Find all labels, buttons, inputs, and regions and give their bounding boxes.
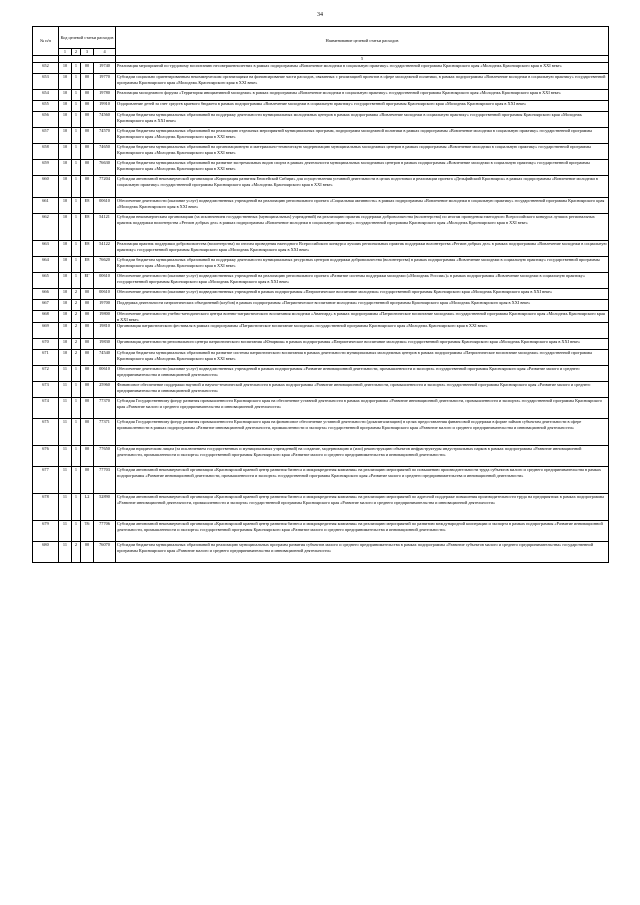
code-part-1: 11 [59,494,72,521]
expense-name: Субсидии бюджетам муниципальных образований на поддержку деятельности муниципальных молодежных центров в рамках подпрограммы «Вовлечение молодежи в социальную практику» государственной программы Красноярского края «Молодежь Красноярского края в XXI веке» [116,112,609,128]
expense-name: Субсидия Государственному фонду развития промышленности Красноярского края на финансовое обеспечение уставной деятельности (докапитализацию) в целях предоставления финансовой поддержки в форме займов субъектам деятельности в сфере промышленности в рамках подпрограммы «Развитие инновационной деятельности, промышленности и экспорта» государственной программы Красноярского края «Развитие малого и среднего предпринимательства и инновационной деятельности» [116,419,609,446]
code-part-1: 11 [59,542,72,563]
header-index: 4 [94,49,116,56]
code-part-4: 00610 [94,289,116,300]
code-part-4: 54122 [94,241,116,257]
code-part-4: 19810 [94,323,116,339]
table-row [33,128,609,144]
expense-name: Субсидии юридическим лицам (за исключением государственных и муниципальных учреждений) на создание, модернизацию и (или) реконструкцию объектов инфраструктуры индустриальных парков в рамках подпрограммы «Развитие инновационной деятельности, промышленности и экспорта» государственной программы Красноярского края «Развитие малого и среднего предпринимательства и инновационной деятельности» [116,446,609,467]
table-row [33,214,609,241]
code-part-1: 10 [59,273,72,289]
row-number: 657 [33,128,59,144]
expense-name: Субсидии бюджетам муниципальных образований на реализацию отдельных мероприятий муниципальных программ, подпрограмм молодежной политики в рамках подпрограммы «Вовлечение молодежи в социальную практику» государственной программы Красноярского края «Молодежь Красноярского края в XXI веке» [116,128,609,144]
row-number: 680 [33,542,59,563]
row-number: 673 [33,382,59,398]
code-part-3: 00 [81,350,94,366]
code-part-2: 1 [72,494,81,521]
row-number: 665 [33,273,59,289]
code-part-4: 74560 [94,112,116,128]
table-row [33,90,609,101]
expense-name: Реализация практик поддержки добровольчества (волонтерства) по итогам проведения ежегодного Всероссийского конкурса лучших региональных практик поддержки волонтерства «Регион добрых дел» в рамках подпрограммы «Вовлечение молодежи в социальную практику» государственной программы Красноярского края «Молодежь Красноярского края в XXI веке» [116,241,609,257]
code-part-2: 2 [72,339,81,350]
code-part-3: 00 [81,144,94,160]
code-part-4: 77706 [94,521,116,542]
row-number: 659 [33,160,59,176]
code-part-4: 77371 [94,419,116,446]
code-part-2: 2 [72,323,81,339]
code-part-4: 19780 [94,90,116,101]
code-part-2: 2 [72,542,81,563]
table-row [33,257,609,273]
code-part-2: 1 [72,101,81,112]
code-part-1: 10 [59,257,72,273]
table-header-row [33,27,609,49]
row-number: 666 [33,289,59,300]
code-part-4: 19740 [94,63,116,74]
code-part-4: 76630 [94,160,116,176]
code-part-1: 10 [59,160,72,176]
code-part-4: 52890 [94,494,116,521]
code-part-3: 00 [81,339,94,350]
code-part-1: 10 [59,128,72,144]
table-row [33,419,609,446]
code-part-2: 1 [72,198,81,214]
table-row [33,300,609,311]
code-part-3: 00 [81,300,94,311]
code-part-1: 10 [59,350,72,366]
table-row [33,350,609,366]
row-number: 679 [33,521,59,542]
code-part-3: L2 [81,494,94,521]
code-part-1: 10 [59,214,72,241]
code-part-2: 1 [72,419,81,446]
code-part-4: 74650 [94,144,116,160]
code-part-2: 1 [72,74,81,90]
table-row [33,289,609,300]
code-part-2: 1 [72,63,81,74]
code-part-4: 77650 [94,446,116,467]
table-row [33,494,609,521]
header-index [33,56,59,63]
row-number: 660 [33,176,59,198]
code-part-1: 11 [59,419,72,446]
code-part-3: 00 [81,289,94,300]
code-part-4: 74570 [94,128,116,144]
code-part-1: 10 [59,63,72,74]
code-part-3: 00 [81,366,94,382]
code-part-3: 00 [81,112,94,128]
code-part-2: 2 [72,289,81,300]
expense-name: Обеспечение деятельности учебно-методического центра военно-патриотического воспитания молодежи «Авангард» в рамках подпрограммы «Патриотическое воспитание молодежи» государственной программы Красноярского края «Молодежь Красноярского края в XXI веке» [116,311,609,323]
code-part-3: 00 [81,128,94,144]
code-part-1: 10 [59,176,72,198]
code-part-1: 10 [59,112,72,128]
row-number: 675 [33,419,59,446]
table-index-row [33,56,609,63]
code-part-4: 19800 [94,311,116,323]
table-row [33,198,609,214]
row-number: 654 [33,90,59,101]
expense-name: Обеспечение деятельности (оказание услуг) подведомственных учреждений в рамках подпрограммы «Развитие инновационной деятельности, промышленности и экспорта» государственной программы Красноярского края «Развитие малого и среднего предпринимательства и инновационной деятельности» [116,366,609,382]
expense-name: Субсидии бюджетам муниципальных образований на организационную и материально-техническую модернизацию муниципальных молодежных центров в рамках подпрограммы «Вовлечение молодежи в социальную практику» государственной программы Красноярского края «Молодежь Красноярского края в XXI веке» [116,144,609,160]
table-row [33,101,609,112]
table-body [33,63,609,563]
code-part-1: 11 [59,398,72,419]
code-part-1: 10 [59,311,72,323]
code-part-2: 1 [72,90,81,101]
code-part-4: 76620 [94,257,116,273]
header-code-group: Код целевой статьи расходов [59,27,116,49]
table-row [33,446,609,467]
table-row [33,339,609,350]
code-part-2: 1 [72,366,81,382]
expense-name: Реализация молодежного форума «Территория инициативной молодежи» в рамках подпрограммы «Вовлечение молодежи в социальную практику» государственной программы Красноярского края «Молодежь Красноярского края в XXI веке» [116,90,609,101]
row-number: 658 [33,144,59,160]
code-part-4: 77703 [94,467,116,494]
code-part-1: 10 [59,323,72,339]
row-number: 668 [33,311,59,323]
expense-name: Обеспечение деятельности (оказание услуг) подведомственных учреждений на реализацию регионального проекта «Социальная активность» в рамках подпрограммы «Вовлечение молодежи в социальную практику» государственной программы Красноярского края «Молодежь Красноярского края в XXI веке» [116,198,609,214]
header-name: Наименование целевой статьи расходов [116,27,609,56]
row-number: 674 [33,398,59,419]
expense-name: Организация патриотического фестиваля в рамках подпрограммы «Патриотическое воспитание молодежи» государственной программы Красноярского края «Молодежь Красноярского края в XXI веке» [116,323,609,339]
code-part-2: 1 [72,521,81,542]
code-part-4: 74540 [94,350,116,366]
code-part-2: 1 [72,257,81,273]
table-row [33,241,609,257]
code-part-3: 00 [81,74,94,90]
code-part-1: 10 [59,339,72,350]
code-part-1: 11 [59,446,72,467]
code-part-2: 2 [72,311,81,323]
code-part-1: 10 [59,144,72,160]
row-number: 669 [33,323,59,339]
expense-name: Реализация мероприятий по трудовому воспитанию несовершеннолетних в рамках подпрограммы «Вовлечение молодежи в социальную практику» государственной программы Красноярского края «Молодежь Красноярского края в XXI веке» [116,63,609,74]
code-part-4: 00610 [94,198,116,214]
expense-name: Субсидии автономной некоммерческой организации «Красноярский краевой центр развития бизнеса и микрокредитная компания» на реализацию мероприятий по развитию международной кооперации и экспорта в рамках подпрограммы «Развитие инновационной деятельности, промышленности и экспорта» государственной программы Красноярского края «Развитие малого и среднего предпринимательства и инновационной деятельности» [116,521,609,542]
code-part-4: 19770 [94,74,116,90]
code-part-2: 1 [72,398,81,419]
table-row [33,144,609,160]
code-part-4: 25960 [94,382,116,398]
table-row [33,74,609,90]
table-row [33,398,609,419]
header-index [59,56,116,63]
code-part-3: 00 [81,446,94,467]
code-part-1: 10 [59,241,72,257]
expense-name: Поддержка деятельности патриотических объединений (клубов) в рамках подпрограммы «Патриотическое воспитание молодежи» государственной программы Красноярского края «Молодежь Красноярского края в XXI веке» [116,300,609,311]
code-part-1: 10 [59,74,72,90]
code-part-1: 11 [59,366,72,382]
row-number: 667 [33,300,59,311]
code-part-1: 11 [59,467,72,494]
code-part-4: 54121 [94,214,116,241]
code-part-2: 1 [72,144,81,160]
expense-name: Субсидии некоммерческим организациям (за исключением государственных (муниципальных) учреждений) на реализацию практик поддержки добровольчества (волонтерства) по итогам проведения ежегодного Всероссийского конкурса лучших региональных практик поддержки волонтерства «Регион добрых дел» в рамках подпрограммы «Вовлечение молодежи в социальную практику» государственной программы Красноярского края «Молодежь Красноярского края в XXI веке» [116,214,609,241]
row-number: 664 [33,257,59,273]
code-part-4: 00610 [94,366,116,382]
row-number: 676 [33,446,59,467]
table-row [33,366,609,382]
code-part-1: 10 [59,90,72,101]
code-part-3: E8 [81,214,94,241]
code-part-4: 19910 [94,101,116,112]
budget-table [32,26,609,563]
table-row [33,323,609,339]
code-part-2: 1 [72,467,81,494]
code-part-4: 77370 [94,398,116,419]
row-number: 663 [33,241,59,257]
code-part-2: 1 [72,273,81,289]
code-part-2: 2 [72,300,81,311]
code-part-3: 00 [81,63,94,74]
row-number: 652 [33,63,59,74]
code-part-3: E8 [81,198,94,214]
code-part-4: 77204 [94,176,116,198]
row-number: 672 [33,366,59,382]
expense-name: Обеспечение деятельности (оказание услуг) подведомственных учреждений на реализацию регионального проекта «Развитие системы поддержки молодежи («Молодежь России»)» в рамках подпрограммы «Вовлечение молодежи в социальную практику» государственной программы Красноярского края «Молодежь Красноярского края в XXI веке» [116,273,609,289]
table-row [33,521,609,542]
code-part-1: 10 [59,300,72,311]
expense-name: Субсидии бюджетам муниципальных образований на поддержку деятельности муниципальных ресурсных центров поддержки добровольчества (волонтерства) в рамках подпрограммы «Вовлечение молодежи в социальную практику» государственной программы Красноярского края «Молодежь Красноярского края в XXI веке» [116,257,609,273]
row-number: 661 [33,198,59,214]
code-part-3: 00 [81,101,94,112]
code-part-3: 00 [81,419,94,446]
code-part-2: 2 [72,350,81,366]
code-part-2: 1 [72,128,81,144]
code-part-2: 1 [72,176,81,198]
row-number: 670 [33,339,59,350]
code-part-3: E8 [81,241,94,257]
table-row [33,311,609,323]
code-part-4: 76070 [94,542,116,563]
code-part-2: 1 [72,241,81,257]
code-part-3: 00 [81,311,94,323]
code-part-3: 00 [81,542,94,563]
code-part-3: 00 [81,382,94,398]
expense-name: Субсидии бюджетам муниципальных образований на развитие экстремальных видов спорта в рамках деятельности муниципальных молодежных центров в рамках подпрограммы «Вовлечение молодежи в социальную практику» государственной программы Красноярского края «Молодежь Красноярского края в XXI веке» [116,160,609,176]
code-part-3: 00 [81,398,94,419]
code-part-2: 1 [72,214,81,241]
table-row [33,112,609,128]
code-part-3: E8 [81,257,94,273]
row-number: 653 [33,74,59,90]
code-part-4: 19830 [94,339,116,350]
expense-name: Субсидии социально ориентированным некоммерческим организациям на финансирование части расходов, связанных с реализацией проектов в сфере молодежной политики, в рамках подпрограммы «Вовлечение молодежи в социальную практику» государственной программы Красноярского края «Молодежь Красноярского края в XXI веке» [116,74,609,90]
table-row [33,176,609,198]
code-part-1: 11 [59,382,72,398]
table-row [33,542,609,563]
header-index: 3 [81,49,94,56]
code-part-3: 00 [81,323,94,339]
code-part-2: 1 [72,382,81,398]
code-part-1: 10 [59,289,72,300]
row-number: 662 [33,214,59,241]
expense-name: Субсидии бюджетам муниципальных образований на развитие системы патриотического воспитания в рамках деятельности муниципальных молодежных центров в рамках подпрограммы «Патриотическое воспитание молодежи» государственной программы Красноярского края «Молодежь Красноярского края в XXI веке» [116,350,609,366]
row-number: 655 [33,101,59,112]
expense-name: Субсидии автономной некоммерческой организации «Красноярский краевой центр развития бизнеса и микрокредитная компания» на реализацию мероприятий по повышению производительности труда субъектов малого и среднего предпринимательства в рамках подпрограммы «Развитие инновационной деятельности, промышленности и экспорта» государственной программы Красноярского края «Развитие малого и среднего предпринимательства и инновационной деятельности» [116,467,609,494]
row-number: 656 [33,112,59,128]
code-part-3: 00 [81,176,94,198]
expense-name: Организация деятельности регионального центра патриотического воспитания «Юнармия» в рамках подпрограммы «Патриотическое воспитание молодежи» государственной программы Красноярского края «Молодежь Красноярского края в XXI веке» [116,339,609,350]
expense-name: Субсидии автономной некоммерческой организации «Корпорация развития Енисейской Сибири» для осуществления уставной деятельности в целях подготовки и реализации проекта «Дельфийский Красноярск» в рамках подпрограммы «Вовлечение молодежи в социальную практику» государственной программы Красноярского края «Молодежь Красноярского края в XXI веке» [116,176,609,198]
header-num: № п/п [33,27,59,56]
row-number: 677 [33,467,59,494]
expense-name: Субсидии бюджетам муниципальных образований на реализацию муниципальных программ развития субъектов малого и среднего предпринимательства в рамках подпрограммы «Развитие субъектов малого и среднего предпринимательства» государственной программы Красноярского края «Развитие малого и среднего предпринимательства и инновационной деятельности» [116,542,609,563]
expense-name: Финансовое обеспечение поддержки научной и научно-технической деятельности в рамках подпрограммы «Развитие инновационной деятельности, промышленности и экспорта» государственной программы Красноярского края «Развитие малого и среднего предпринимательства и инновационной деятельности» [116,382,609,398]
code-part-3: T6 [81,521,94,542]
code-part-3: 00 [81,467,94,494]
code-part-2: 1 [72,160,81,176]
header-index: 2 [72,49,81,56]
code-part-3: 00 [81,90,94,101]
row-number: 671 [33,350,59,366]
expense-name: Оздоровление детей за счет средств краевого бюджета в рамках подпрограммы «Вовлечение молодежи в социальную практику» государственной программы Красноярского края «Молодежь Красноярского края в XXI веке» [116,101,609,112]
code-part-3: EГ [81,273,94,289]
table-row [33,273,609,289]
code-part-1: 10 [59,101,72,112]
code-part-3: 00 [81,160,94,176]
code-part-1: 11 [59,521,72,542]
expense-name: Субсидии автономной некоммерческой организации «Красноярский краевой центр развития бизнеса и микрокредитная компания» на реализацию мероприятий по адресной поддержке повышения производительности труда на предприятиях в рамках подпрограммы «Развитие инновационной деятельности, промышленности и экспорта» государственной программы Красноярского края «Развитие малого и среднего предпринимательства и инновационной деятельности» [116,494,609,521]
table-row [33,467,609,494]
header-index: 1 [59,49,72,56]
page-number: 34 [317,12,323,18]
row-number: 678 [33,494,59,521]
table-row [33,160,609,176]
expense-name: Обеспечение деятельности (оказание услуг) подведомственных учреждений в рамках подпрограммы «Патриотическое воспитание молодежи» государственной программы Красноярского края «Молодежь Красноярского края в XXI веке» [116,289,609,300]
expense-name: Субсидия Государственному фонду развития промышленности Красноярского края на обеспечение уставной деятельности в рамках подпрограммы «Развитие инновационной деятельности, промышленности и экспорта» государственной программы Красноярского края «Развитие малого и среднего предпринимательства и инновационной деятельности» [116,398,609,419]
code-part-4: 00610 [94,273,116,289]
code-part-1: 10 [59,198,72,214]
table-row [33,382,609,398]
header-index: 5 [116,56,609,63]
code-part-2: 1 [72,112,81,128]
code-part-2: 1 [72,446,81,467]
code-part-4: 19700 [94,300,116,311]
table-row [33,63,609,74]
